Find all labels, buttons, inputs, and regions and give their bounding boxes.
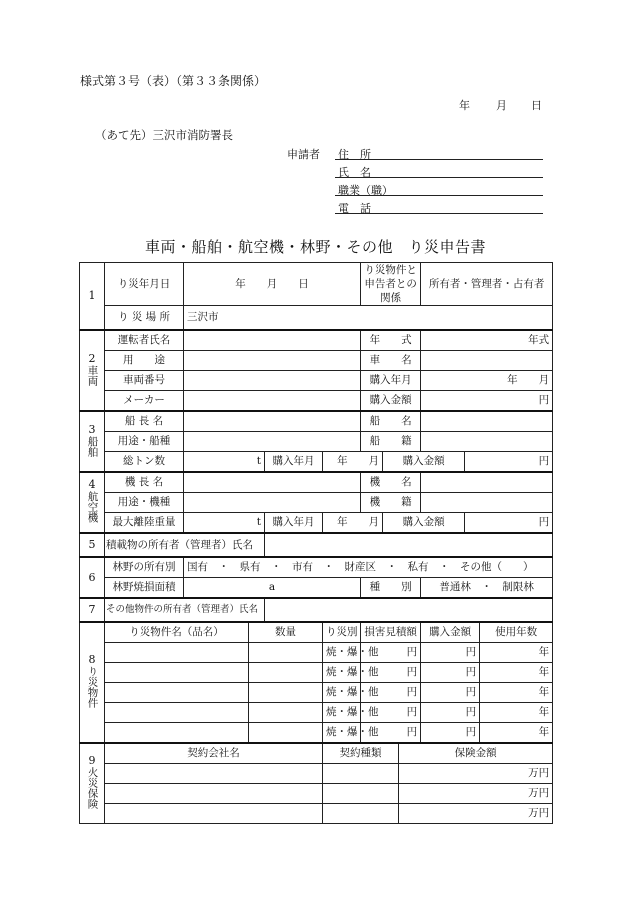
ship-price-value[interactable]: 円 (465, 451, 553, 472)
damage-estimate-cell[interactable]: 円 (361, 662, 421, 682)
damage-type-cell[interactable]: 焼・爆・他 (323, 702, 361, 722)
damage-type-cell[interactable]: 焼・爆・他 (323, 682, 361, 702)
vehicle-usage-value[interactable] (184, 350, 361, 370)
item-name-cell[interactable] (105, 702, 249, 722)
other-owner-label: その他物件の所有者（管理者）氏名 (105, 598, 265, 622)
purchase-price-cell[interactable]: 円 (421, 642, 480, 662)
ship-usage-label: 用途・船種 (105, 431, 184, 451)
applicant-phone-line[interactable] (335, 213, 543, 214)
contract-type-cell[interactable] (323, 783, 399, 803)
plane-price-label: 購入金額 (383, 512, 465, 533)
other-owner-value[interactable] (265, 598, 553, 622)
ship-price-label: 購入金額 (383, 451, 465, 472)
forest-ownership-value[interactable]: 国有 ・ 県有 ・ 市有 ・ 財産区 ・ 私有 ・ その他（ ） (184, 557, 553, 578)
ship-purchase-date-value[interactable]: 年 月 (323, 451, 383, 472)
forest-type-label: 種 別 (361, 577, 421, 598)
cargo-owner-value[interactable] (265, 533, 553, 557)
table-row (80, 783, 553, 803)
section-3-number: 3 船舶 (80, 411, 105, 472)
table-row (80, 662, 553, 682)
plane-registry-value[interactable] (421, 492, 553, 512)
burned-area-value[interactable]: a (184, 577, 361, 598)
section-6-number: 6 (80, 557, 105, 598)
vehicle-usage-label: 用 途 (105, 350, 184, 370)
disaster-date-label: り災年月日 (105, 263, 184, 306)
applicant-job-label: 職業（職） (338, 184, 393, 197)
vehicle-number-label: 車両番号 (105, 370, 184, 390)
table-row (80, 682, 553, 702)
table-row (80, 763, 553, 783)
insured-amount-cell[interactable]: 万円 (399, 803, 553, 823)
pilot-name-label: 機 長 名 (105, 472, 184, 493)
forest-type-value[interactable]: 普通林 ・ 制限林 (421, 577, 553, 598)
damage-type-cell[interactable]: 焼・爆・他 (323, 662, 361, 682)
ship-registry-label: 船 籍 (361, 431, 421, 451)
driver-name-value[interactable] (184, 330, 361, 351)
vehicle-name-label: 車 名 (361, 350, 421, 370)
ship-usage-value[interactable] (184, 431, 361, 451)
insurer-name-cell[interactable] (105, 803, 323, 823)
relation-value[interactable]: 所有者・管理者・占有者 (421, 263, 553, 306)
quantity-cell[interactable] (249, 662, 323, 682)
forest-ownership-label: 林野の所有別 (105, 557, 184, 578)
table-row (80, 722, 553, 743)
ship-registry-value[interactable] (421, 431, 553, 451)
plane-price-value[interactable]: 円 (465, 512, 553, 533)
date-day: 日 (531, 99, 542, 112)
insured-amount-cell[interactable]: 万円 (399, 763, 553, 783)
plane-purchase-date-value[interactable]: 年 月 (323, 512, 383, 533)
plane-usage-label: 用途・機種 (105, 492, 184, 512)
model-year-label: 年 式 (361, 330, 421, 351)
purchase-price-cell[interactable]: 円 (421, 682, 480, 702)
damage-estimate-cell[interactable]: 円 (361, 682, 421, 702)
quantity-cell[interactable] (249, 722, 323, 743)
max-takeoff-weight-value[interactable]: t (184, 512, 265, 533)
applicant-phone-label: 電 話 (338, 202, 371, 215)
applicant-label: 申請者 (287, 148, 320, 161)
applicant-name-label: 氏 名 (338, 166, 371, 179)
tonnage-label: 総トン数 (105, 451, 184, 472)
plane-registry-label: 機 籍 (361, 492, 421, 512)
applicant-job-line[interactable] (335, 195, 543, 196)
ship-name-label: 船 名 (361, 411, 421, 432)
contract-type-header: 契約種類 (323, 743, 399, 764)
purchase-price-cell[interactable]: 円 (421, 702, 480, 722)
applicant-name-line[interactable] (335, 177, 543, 178)
disaster-date-value[interactable]: 年 月 日 (184, 263, 361, 306)
date-year: 年 (459, 99, 470, 112)
item-name-cell[interactable] (105, 662, 249, 682)
years-used-header: 使用年数 (480, 622, 553, 643)
relation-label: り災物件と 申告者との関係 (361, 263, 421, 306)
plane-usage-value[interactable] (184, 492, 361, 512)
tonnage-value[interactable]: t (184, 451, 265, 472)
years-used-cell[interactable]: 年 (480, 642, 553, 662)
item-name-cell[interactable] (105, 642, 249, 662)
section-5-number: 5 (80, 533, 105, 557)
vehicle-price-label: 購入金額 (361, 390, 421, 411)
maker-label: メーカー (105, 390, 184, 411)
damage-type-header: り災別 (323, 622, 361, 643)
applicant-address-label: 住 所 (338, 148, 371, 161)
ship-purchase-date-label: 購入年月 (265, 451, 323, 472)
years-used-cell[interactable]: 年 (480, 702, 553, 722)
damage-estimate-cell[interactable]: 円 (361, 722, 421, 743)
disaster-place-value[interactable]: 三沢市 (184, 306, 553, 330)
page-title: 車両・船舶・航空機・林野・その他 り災申告書 (145, 238, 487, 256)
section-9-number: 9 火災保険 (80, 743, 105, 824)
vehicle-purchase-date-label: 購入年月 (361, 370, 421, 390)
years-used-cell[interactable]: 年 (480, 722, 553, 743)
insurer-name-cell[interactable] (105, 783, 323, 803)
captain-name-value[interactable] (184, 411, 361, 432)
purchase-price-cell[interactable]: 円 (421, 722, 480, 743)
section-7-number: 7 (80, 598, 105, 622)
applicant-address-line[interactable] (335, 159, 543, 160)
quantity-header: 数量 (249, 622, 323, 643)
burned-area-label: 林野焼損面積 (105, 577, 184, 598)
vehicle-purchase-date-value[interactable]: 年 月 (421, 370, 553, 390)
damage-estimate-cell[interactable]: 円 (361, 702, 421, 722)
insurer-name-header: 契約会社名 (105, 743, 323, 764)
years-used-cell[interactable]: 年 (480, 662, 553, 682)
item-name-cell[interactable] (105, 682, 249, 702)
item-name-cell[interactable] (105, 722, 249, 743)
cargo-owner-label: 積載物の所有者（管理者）氏名 (105, 533, 265, 557)
vehicle-number-value[interactable] (184, 370, 361, 390)
insured-amount-header: 保険金額 (399, 743, 553, 764)
table-row (80, 642, 553, 662)
purchase-price-header: 購入金額 (421, 622, 480, 643)
section-4-number: 4 航空機 (80, 472, 105, 533)
maker-value[interactable] (184, 390, 361, 411)
disaster-place-label: り 災 場 所 (105, 306, 184, 330)
section-8-number: 8 り災物件 (80, 622, 105, 743)
section-1-number: 1 (80, 263, 105, 330)
form-number: 様式第３号（表）（第３３条関係） (80, 74, 267, 88)
contract-type-cell[interactable] (323, 803, 399, 823)
plane-name-label: 機 名 (361, 472, 421, 493)
table-row (80, 803, 553, 823)
max-takeoff-weight-label: 最大離陸重量 (105, 512, 184, 533)
vehicle-name-value[interactable] (421, 350, 553, 370)
damage-type-cell[interactable]: 焼・爆・他 (323, 642, 361, 662)
item-name-header: り災物件名（品名） (105, 622, 249, 643)
model-year-value[interactable]: 年式 (421, 330, 553, 351)
vehicle-price-value[interactable]: 円 (421, 390, 553, 411)
quantity-cell[interactable] (249, 682, 323, 702)
plane-name-value[interactable] (421, 472, 553, 493)
driver-name-label: 運転者氏名 (105, 330, 184, 351)
damage-type-cell[interactable]: 焼・爆・他 (323, 722, 361, 743)
quantity-cell[interactable] (249, 642, 323, 662)
years-used-cell[interactable]: 年 (480, 682, 553, 702)
table-row (80, 702, 553, 722)
damage-estimate-header: 損害見積額 (361, 622, 421, 643)
purchase-price-cell[interactable]: 円 (421, 662, 480, 682)
insurer-name-cell[interactable] (105, 763, 323, 783)
date-month: 月 (496, 99, 507, 112)
captain-name-label: 船 長 名 (105, 411, 184, 432)
insured-amount-cell[interactable]: 万円 (399, 783, 553, 803)
section-2-number: 2 車両 (80, 330, 105, 411)
addressee: （あて先）三沢市消防署長 (95, 128, 233, 142)
pilot-name-value[interactable] (184, 472, 361, 493)
plane-purchase-date-label: 購入年月 (265, 512, 323, 533)
quantity-cell[interactable] (249, 702, 323, 722)
ship-name-value[interactable] (421, 411, 553, 432)
contract-type-cell[interactable] (323, 763, 399, 783)
damage-estimate-cell[interactable]: 円 (361, 642, 421, 662)
report-form (79, 262, 553, 824)
